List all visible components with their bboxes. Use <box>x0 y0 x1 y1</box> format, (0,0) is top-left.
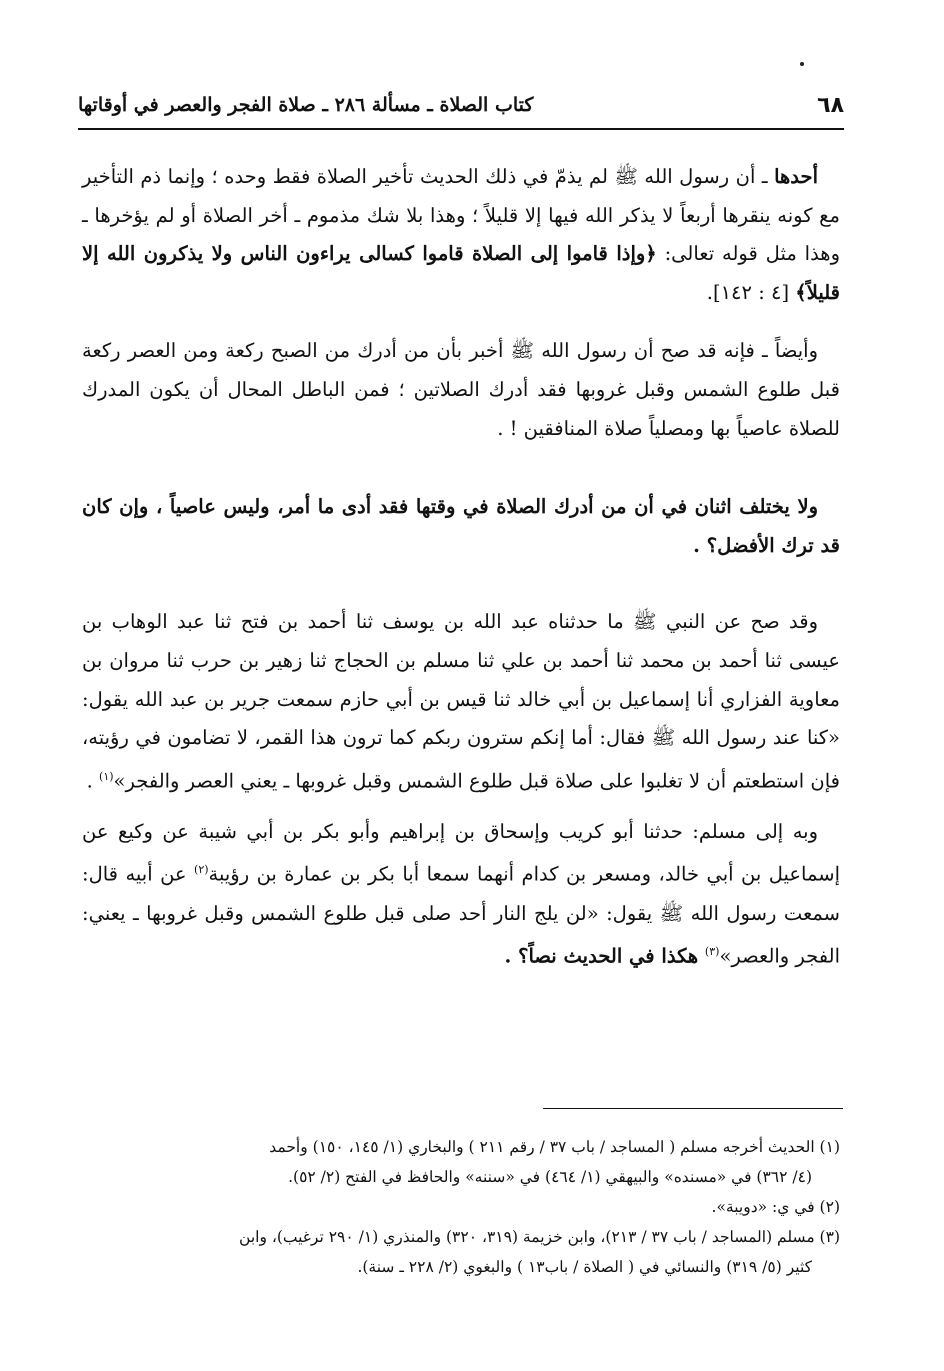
footnote-line: (١) الحديث أخرجه مسلم ( المساجد / باب ٣٧ / رقم ٢١١ ) والبخاري (١/ ١٤٥، ١٥٠) وأحمد <box>269 1138 840 1156</box>
footnote-2 <box>100 1192 840 1222</box>
quran-reference: [٤ : ١٤٢]. <box>706 280 796 304</box>
paragraph-1 <box>82 158 840 312</box>
page-number: ٦٨ <box>817 92 844 118</box>
main-text <box>82 158 840 992</box>
footnote-line: (٤/ ٣٦٢) في «مسنده» والبيهقي (١/ ٤٦٤) في «سننه» والحافظ في الفتح (٢/ ٥٢). <box>288 1168 812 1186</box>
paragraph-tail: . <box>86 769 100 793</box>
footnote-line: (٣) مسلم (المساجد / باب ٣٧ / ٢١٣)، وابن خزيمة (٣١٩، ٣٢٠) والمنذري (١/ ٢٩٠ ترغيب)، وابن <box>239 1228 840 1246</box>
footnote-separator <box>543 1108 843 1109</box>
header-rule <box>78 128 844 130</box>
footnote-1 <box>100 1132 840 1192</box>
paragraph-4 <box>82 603 840 800</box>
footnote-3 <box>100 1222 840 1282</box>
quran-quote: ﴿وإذا قاموا إلى الصلاة قاموا كسالى يراءون الناس ولا يذكرون الله إلا قليلاً﴾ <box>82 242 840 304</box>
paragraph-2 <box>82 332 840 448</box>
paragraph-text: ولا يختلف اثنان في أن من أدرك الصلاة في وقتها فقد أدى ما أمر، وليس عاصياً ، وإن كان قد ترك الأفضل؟ . <box>82 495 840 557</box>
running-header-title: كتاب الصلاة ـ مسألة ٢٨٦ ـ صلاة الفجر والعصر في أوقاتها <box>78 94 534 116</box>
footnote-marker: (٣) <box>704 945 720 959</box>
paragraph-text-continued: عن أبيه قال: سمعت رسول الله ﷺ يقول: «لن يلج النار أحد صلى قبل طلوع الشمس وقبل غروبها ـ يعني: الفجر والعصر» <box>82 862 840 968</box>
paragraph-text: وبه إلى مسلم: حدثنا أبو كريب وإسحاق بن إبراهيم وأبو بكر بن أبي شيبة عن وكيع عن إسماعيل بن أبي خالد، ومسعر بن كدام أنهما سمعا أبا بكر بن عمارة بن رؤيبة <box>82 819 840 886</box>
footnote-marker: (١) <box>99 769 114 783</box>
paragraph-tail: هكذا في الحديث نصاً؟ . <box>504 944 705 968</box>
running-header <box>78 88 844 122</box>
paragraph-5 <box>82 813 840 976</box>
footnote-line: (٢) في ي: «دويبة». <box>711 1198 840 1216</box>
footnote-line: كثير (٥/ ٣١٩) والنسائي في ( الصلاة / باب١٣ ) والبغوي (٢/ ٢٢٨ ـ سنة). <box>357 1258 812 1276</box>
footnote-marker: (٢) <box>194 863 209 877</box>
paragraph-3 <box>82 488 840 565</box>
paragraph-text: وقد صح عن النبي ﷺ ما حدثناه عبد الله بن يوسف ثنا أحمد بن فتح ثنا عبد الوهاب بن عيسى ثنا أحمد بن محمد ثنا أحمد بن علي ثنا مسلم بن الحجاج ثنا زهير بن حرب ثنا مروان بن معاوية الفزاري أنا إسماعيل بن أبي خالد ثنا قيس بن أبي حازم سمعت جرير بن عبد الله يقول: «كنا عند رسول الله ﷺ فقال: أما إنكم سترون ربكم كما ترون هذا القمر، لا تضامون في رؤيته، فإن استطعتم أن لا تغلبوا على صلاة قبل طلوع الشمس وقبل غروبها ـ يعني العصر والفجر» <box>82 610 840 793</box>
paragraph-text: وأيضاً ـ فإنه قد صح أن رسول الله ﷺ أخبر بأن من أدرك من الصبح ركعة ومن العصر ركعة قبل طلوع الشمس وقبل غروبها فقد أدرك الصلاتين ؛ فمن الباطل المحال أن يكون المدرك للصلاة عاصياً بها ومصلياً صلاة المنافقين ! . <box>82 339 840 440</box>
paragraph-lead-word: أحدها <box>774 165 818 188</box>
footnotes <box>100 1132 840 1282</box>
scan-speck <box>800 62 804 66</box>
paragraph-text: ـ أن رسول الله ﷺ لم يذمّ في ذلك الحديث تأخير الصلاة فقط وحده ؛ وإنما ذم التأخير مع كونه ينقرها أربعاً لا يذكر الله فيها إلا قليلاً ؛ وهذا بلا شك مذموم ـ أخر الصلاة أو لم يؤخرها ـ وهذا مثل قوله تعالى: <box>82 165 840 266</box>
